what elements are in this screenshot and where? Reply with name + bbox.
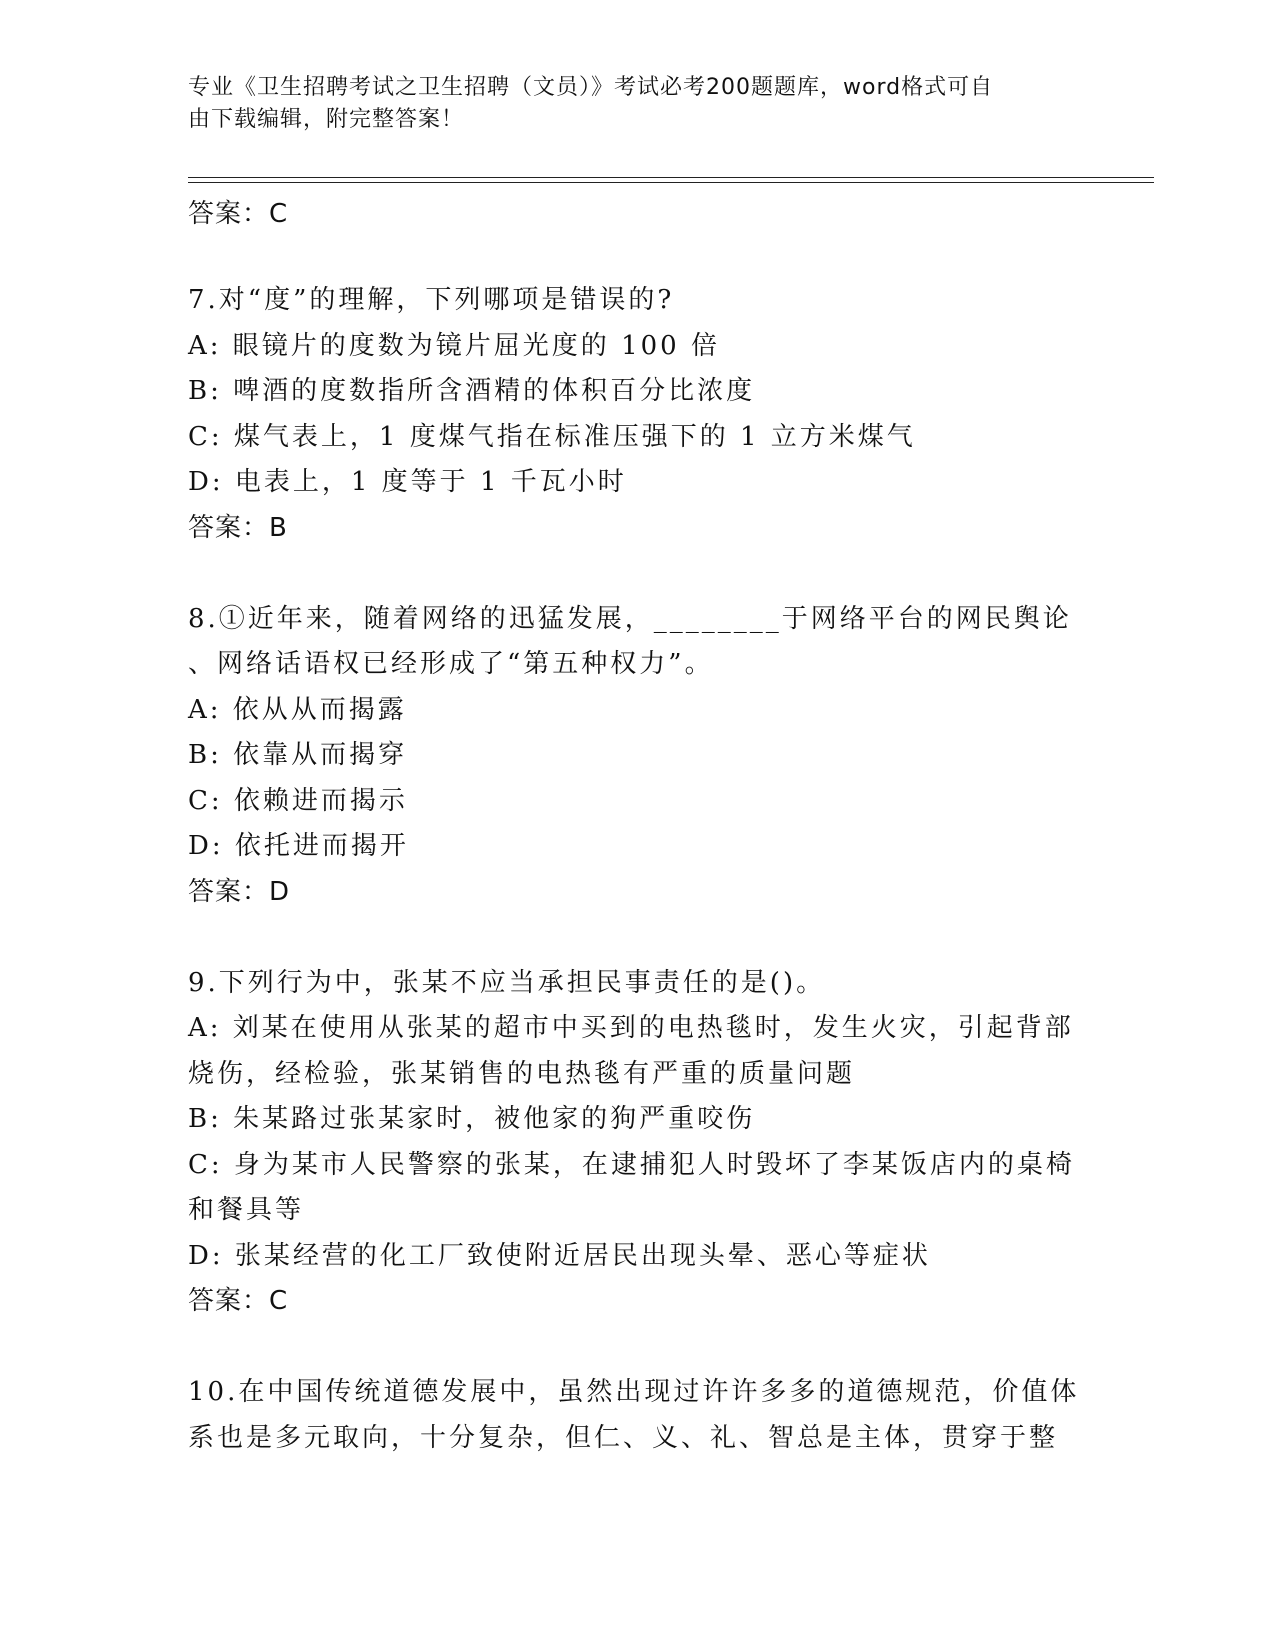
answer-line: 答案：C — [188, 1286, 289, 1316]
answer-line: 答案：D — [188, 876, 291, 907]
question-block — [188, 597, 1088, 914]
option-a: A: 刘某在使用从张某的超市中买到的电热毯时，发生火灾，引起背部 — [188, 1013, 1074, 1043]
option-b: B: 啤酒的度数指所含酒精的体积百分比浓度 — [188, 376, 756, 406]
option-a: A: 眼镜片的度数为镜片屈光度的 100 倍 — [188, 330, 720, 361]
question-block — [188, 1370, 1088, 1461]
option-c: C: 依赖进而揭示 — [188, 785, 408, 816]
option-d: D: 张某经营的化工厂致使附近居民出现头晕、恶心等症状 — [188, 1240, 931, 1271]
option-d: D: 依托进而揭开 — [188, 831, 409, 861]
question-block — [188, 961, 1088, 1324]
header-rule-top — [188, 177, 1154, 178]
header-rule-bottom — [188, 182, 1154, 183]
answer-line: 答案：B — [188, 512, 288, 543]
header-line-2: 由下载编辑，附完整答案！ — [188, 107, 465, 132]
question-stem-continued: 系也是多元取向，十分复杂，但仁、义、礼、智总是主体，贯穿于整 — [188, 1422, 1059, 1453]
option-a: A: 依从从而揭露 — [188, 694, 407, 725]
question-stem: 8.①近年来，随着网络的迅猛发展，________于网络平台的网民舆论 — [188, 603, 1072, 634]
question-stem: 10.在中国传统道德发展中，虽然出现过许许多多的道德规范，价值体 — [188, 1377, 1080, 1407]
question-stem-continued: 、网络话语权已经形成了“第五种权力”。 — [188, 649, 714, 679]
question-stem: 9.下列行为中，张某不应当承担民事责任的是()。 — [188, 967, 826, 998]
answer-line: 答案：C — [188, 199, 289, 229]
option-c-continued: 和餐具等 — [188, 1195, 305, 1225]
question-block — [188, 278, 1088, 550]
option-c: C: 煤气表上，1 度煤气指在标准压强下的 1 立方米煤气 — [188, 421, 916, 452]
option-a-continued: 烧伤，经检验，张某销售的电热毯有严重的质量问题 — [188, 1058, 856, 1089]
option-d: D: 电表上，1 度等于 1 千瓦小时 — [188, 467, 627, 497]
header-line-1: 专业《卫生招聘考试之卫生招聘（文员）》考试必考200题题库，word格式可自 — [188, 75, 994, 100]
document-header — [188, 72, 1068, 136]
option-c: C: 身为某市人民警察的张某，在逮捕犯人时毁坏了李某饭店内的桌椅 — [188, 1149, 1075, 1180]
option-b: B: 依靠从而揭穿 — [188, 740, 408, 770]
question-stem: 7.对“度”的理解，下列哪项是错误的? — [188, 285, 675, 315]
option-b: B: 朱某路过张某家时，被他家的狗严重咬伤 — [188, 1104, 756, 1134]
document-body — [188, 192, 1088, 1461]
